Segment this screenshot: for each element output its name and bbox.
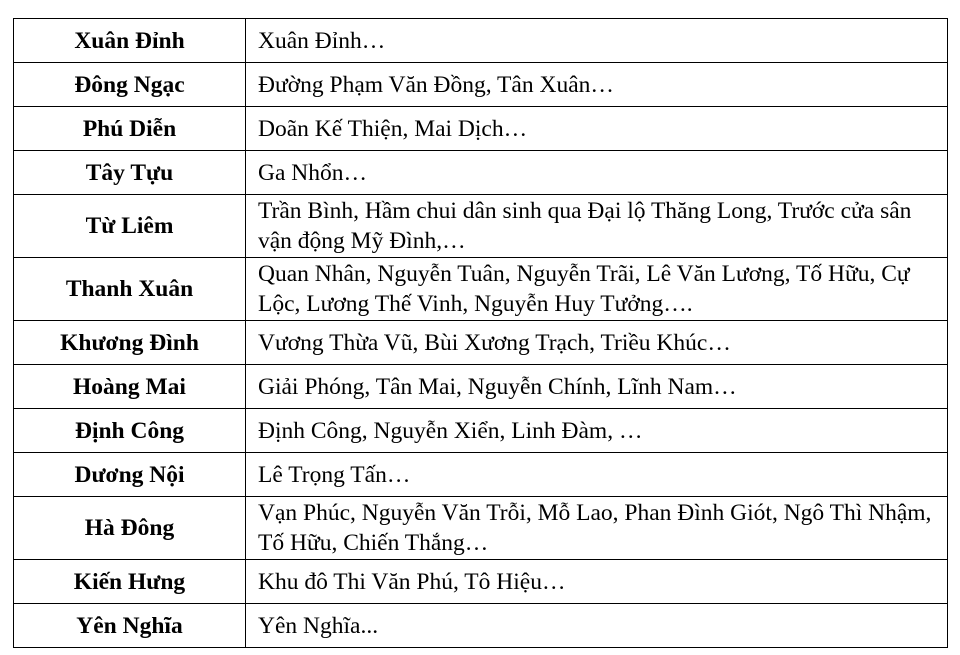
ward-name-cell: Tây Tựu	[14, 151, 246, 195]
ward-streets-table	[13, 18, 948, 648]
table-row	[14, 63, 948, 107]
ward-name-cell: Từ Liêm	[14, 195, 246, 258]
streets-cell: Quan Nhân, Nguyễn Tuân, Nguyễn Trãi, Lê Văn Lương, Tố Hữu, Cự Lộc, Lương Thế Vinh, Nguyễn Huy Tưởng….	[246, 258, 948, 321]
streets-cell: Vạn Phúc, Nguyễn Văn Trỗi, Mỗ Lao, Phan Đình Giót, Ngô Thì Nhậm, Tố Hữu, Chiến Thắng…	[246, 497, 948, 560]
ward-name-cell: Dương Nội	[14, 453, 246, 497]
streets-cell: Yên Nghĩa...	[246, 604, 948, 648]
table-row	[14, 195, 948, 258]
table-row	[14, 560, 948, 604]
streets-cell: Khu đô Thi Văn Phú, Tô Hiệu…	[246, 560, 948, 604]
streets-cell: Ga Nhổn…	[246, 151, 948, 195]
streets-cell: Xuân Đỉnh…	[246, 19, 948, 63]
ward-name-cell: Hoàng Mai	[14, 365, 246, 409]
streets-cell: Lê Trọng Tấn…	[246, 453, 948, 497]
ward-name-cell: Khương Đình	[14, 321, 246, 365]
table-row	[14, 365, 948, 409]
table-row	[14, 604, 948, 648]
streets-cell: Đường Phạm Văn Đồng, Tân Xuân…	[246, 63, 948, 107]
table-row	[14, 19, 948, 63]
table-row	[14, 258, 948, 321]
ward-name-cell: Hà Đông	[14, 497, 246, 560]
streets-cell: Trần Bình, Hầm chui dân sinh qua Đại lộ Thăng Long, Trước cửa sân vận động Mỹ Đình,…	[246, 195, 948, 258]
table-body	[14, 19, 948, 648]
ward-name-cell: Thanh Xuân	[14, 258, 246, 321]
table-row	[14, 453, 948, 497]
table-row	[14, 107, 948, 151]
ward-name-cell: Yên Nghĩa	[14, 604, 246, 648]
streets-cell: Doãn Kế Thiện, Mai Dịch…	[246, 107, 948, 151]
document-page	[13, 18, 947, 648]
table-row	[14, 497, 948, 560]
streets-cell: Định Công, Nguyễn Xiển, Linh Đàm, …	[246, 409, 948, 453]
ward-name-cell: Phú Diễn	[14, 107, 246, 151]
table-row	[14, 151, 948, 195]
table-row	[14, 321, 948, 365]
ward-name-cell: Xuân Đỉnh	[14, 19, 246, 63]
streets-cell: Vương Thừa Vũ, Bùi Xương Trạch, Triều Khúc…	[246, 321, 948, 365]
ward-name-cell: Kiến Hưng	[14, 560, 246, 604]
streets-cell: Giải Phóng, Tân Mai, Nguyễn Chính, Lĩnh Nam…	[246, 365, 948, 409]
table-row	[14, 409, 948, 453]
ward-name-cell: Đông Ngạc	[14, 63, 246, 107]
ward-name-cell: Định Công	[14, 409, 246, 453]
